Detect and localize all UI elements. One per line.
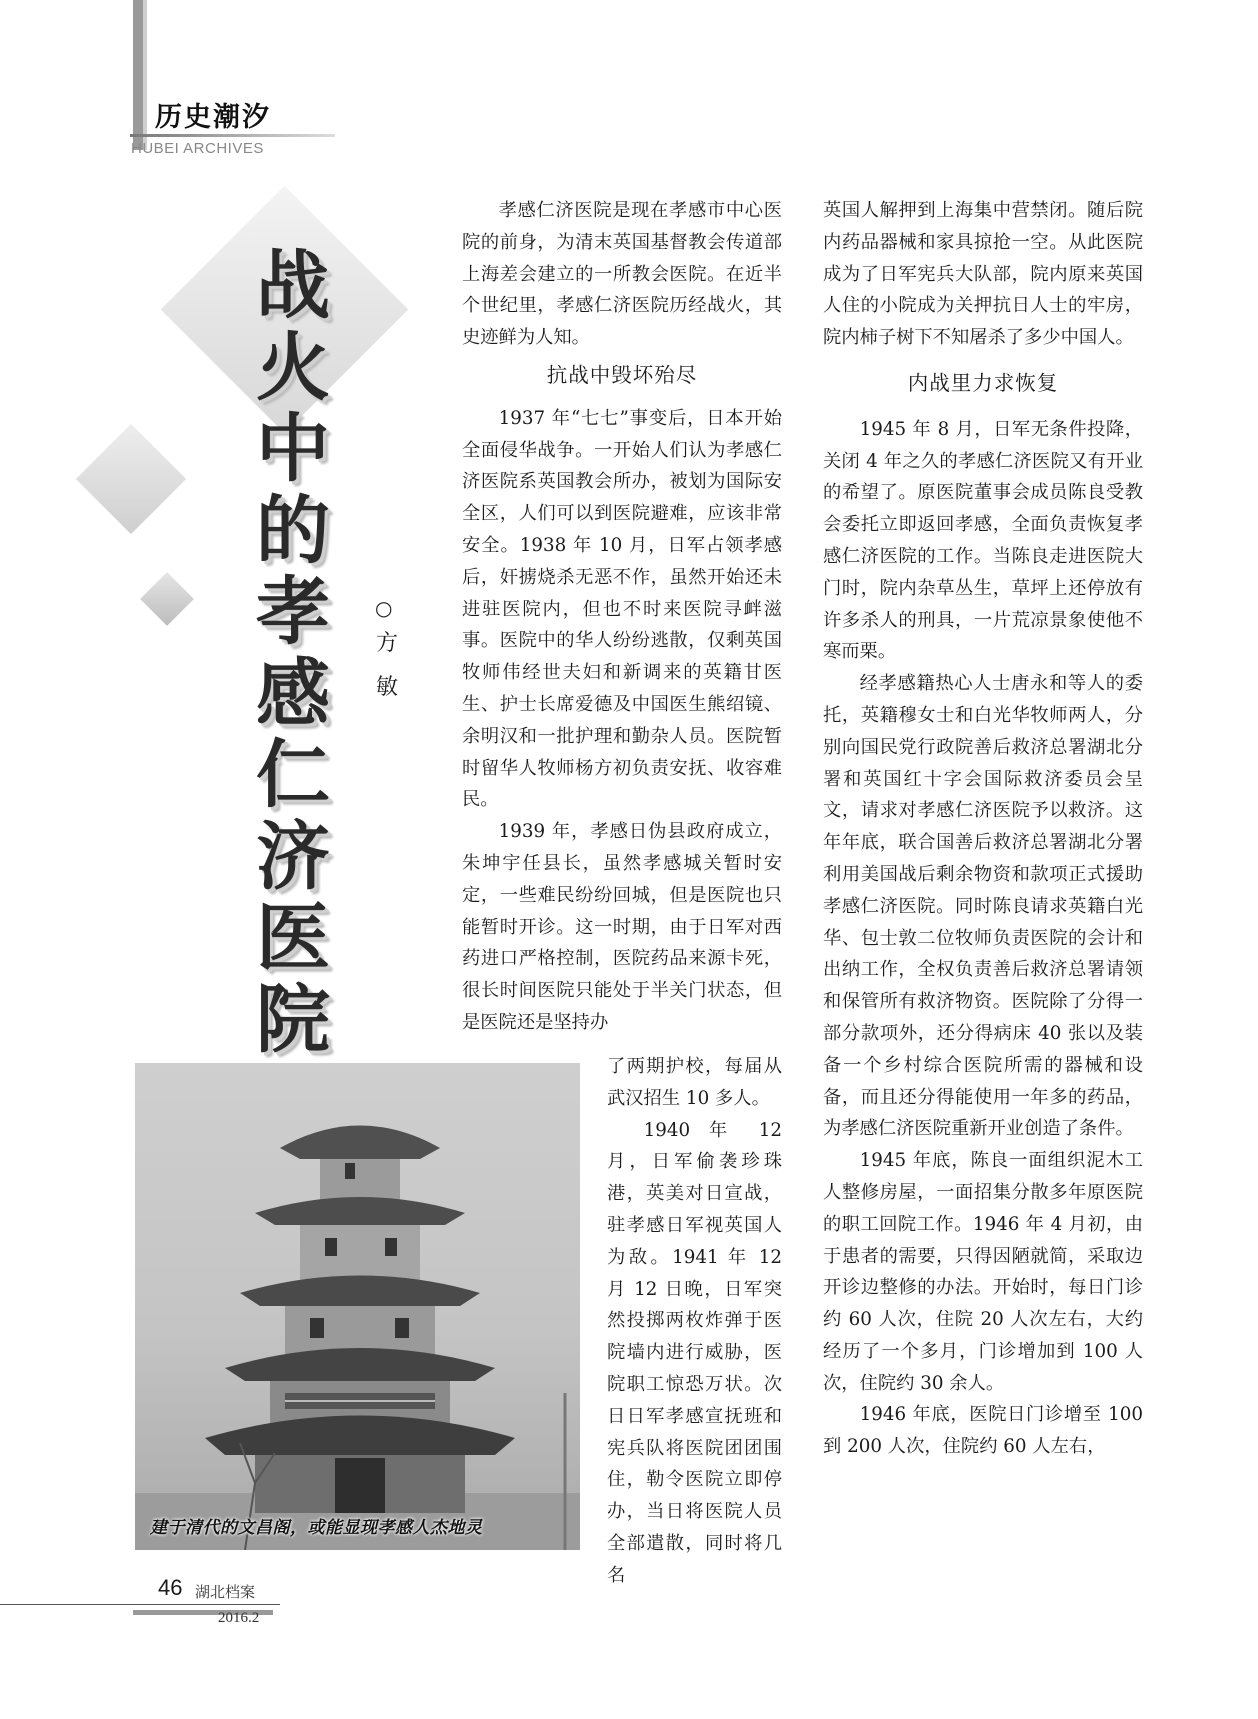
paragraph: 1940 年 12 月，日军偷袭珍珠港，英美对日宣战，驻孝感日军视英国人为敌。1941 年 12 月 12 日晚，日军突然投掷两枚炸弹于医院墙内进行威胁，医院职工惊恐万状。次日日军孝感宣抚班和宪兵队将医院团团围住，勒令医院立即停办，当日将医院人员全部遣散，同时将几名 [607, 1119, 782, 1586]
header-accent-bar [133, 0, 143, 150]
section-title: 历史潮汐 [155, 102, 271, 133]
paragraph: 英国人解押到上海集中营禁闭。随后院内药品器械和家具掠抢一空。从此医院成为了日军宪兵大队部，院内原来英国人住的小院成为关押抗日人士的牢房，院内柿子树下不知屠杀了多少中国人。 [823, 200, 1143, 349]
title-char: 孝 [256, 569, 330, 655]
article-column-3 [823, 195, 1143, 1463]
paragraph: 1945 年 8 月，日军无条件投降，关闭 4 年之久的孝感仁济医院又有开业的希望了。原医院董事会成员陈良受教会委托立即返回孝感，全面负责恢复孝感仁济医院的工作。当陈良走进医院大门时，院内杂草丛生，草坪上还停放有许多杀人的刑具，一片荒凉景象使他不寒而栗。 [823, 418, 1143, 663]
article-title [248, 243, 338, 1063]
section-subtitle: HUBEI ARCHIVES [131, 140, 264, 157]
page-number: 46 [158, 1575, 183, 1600]
article-column-2-lower [607, 1051, 782, 1592]
author-char: 方 [375, 631, 398, 656]
paragraph: 了两期护校，每届从武汉招生 10 多人。 [607, 1056, 782, 1109]
header-accent-bar-light [143, 0, 147, 150]
title-char: 中 [256, 406, 330, 492]
decor-diamond-small [140, 572, 194, 626]
author-char: 敏 [375, 675, 398, 700]
paragraph: 1939 年，孝感日伪县政府成立，朱坤宇任县长，虽然孝感城关暂时安定，一些难民纷纷回城，但是医院也只能暂时开诊。这一时期，由于日军对西药进口严格控制，医院药品来源卡死，很长时间医院只能处于半关门状态，但是医院还是坚持办 [462, 821, 782, 1033]
paragraph: 1946 年底，医院日门诊增至 100 到 200 人次，住院约 60 人左右， [823, 1404, 1143, 1458]
title-char: 仁 [256, 732, 330, 818]
pavilion-illustration [135, 1063, 580, 1550]
title-char: 医 [256, 895, 330, 981]
subheading: 内战里力求恢复 [907, 370, 1059, 395]
footer-rule [0, 1604, 280, 1605]
decor-diamond-medium [76, 424, 186, 534]
article-column-2 [462, 195, 782, 1039]
photo-caption: 建于清代的文昌阁，或能显现孝感人杰地灵 [150, 1518, 483, 1538]
subheading: 抗战中毁坏殆尽 [546, 362, 698, 387]
paragraph: 1945 年底，陈良一面组织泥木工人整修房屋，一面招集分散多年原医院的职工回院工作。1946 年 4 月初，由于患者的需要，只得因陋就简，采取边开诊边整修的办法。开始时，每日门诊约 60 人次，住院 20 人次左右，大约经历了一个多月，门诊增加到 100 人次，住院约 30 余人。 [823, 1150, 1143, 1394]
pavilion-photo [135, 1063, 580, 1550]
paragraph: 1937 年“七七”事变后，日本开始全面侵华战争。一开始人们认为孝感仁济医院系英国教会所办，被划为国际安全区，人们可以到医院避难，应该非常安全。1938 年 10 月，日军占领孝感后，奸掳烧杀无恶不作，虽然开始还未进驻医院内，但也不时来医院寻衅滋事。医院中的华人纷纷逃散，仅剩英国牧师伟经世夫妇和新调来的英籍甘医生、护士长席爱德及中国医生熊绍镜、余明汉和一批护理和勤杂人员。医院暂时留华人牧师杨方初负责安抚、收容难民。 [462, 407, 782, 811]
author-mark: ○ [375, 596, 393, 620]
title-char: 战 [256, 243, 330, 329]
title-char: 院 [256, 976, 330, 1063]
magazine-name: 湖北档案 [195, 1583, 256, 1601]
issue-number: 2016.2 [218, 1610, 260, 1626]
title-char: 济 [256, 813, 330, 900]
paragraph: 经孝感籍热心人士唐永和等人的委托，英籍穆女士和白光华牧师两人，分别向国民党行政院善后救济总署湖北分署和英国红十字会国际救济委员会呈文，请求对孝感仁济医院予以救济。这年年底，联合国善后救济总署湖北分署利用美国战后剩余物资和款项正式援助孝感仁济医院。同时陈良请求英籍白光华、包士敦二位牧师负责医院的会计和出纳工作，全权负责善后救济总署请领和保管所有救济物资。医院除了分得一部分款项外，还分得病床 40 张以及装备一个乡村综合医院所需的器械和设备，而且还分得能使用一年多的药品，为孝感仁济医院重新开业创造了条件。 [823, 673, 1143, 1140]
paragraph: 孝感仁济医院是现在孝感市中心医院的前身，为清末英国基督教会传道部上海差会建立的一所教会医院。在近半个世纪里，孝感仁济医院历经战火，其史迹鲜为人知。 [462, 200, 782, 349]
author-name [375, 622, 399, 710]
title-char: 的 [256, 487, 330, 574]
header-rule [130, 134, 335, 137]
title-char: 火 [256, 324, 330, 411]
title-char: 感 [256, 650, 330, 737]
